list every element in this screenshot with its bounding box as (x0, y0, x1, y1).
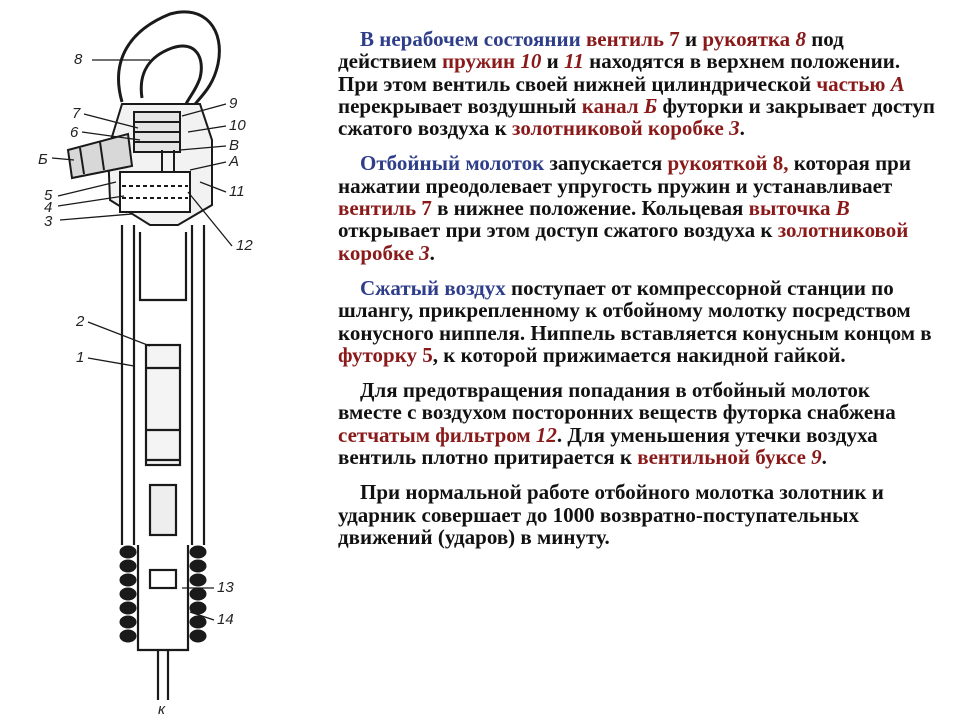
text-segment: 3 (419, 240, 430, 265)
label-7: 7 (72, 105, 81, 122)
label-v-groove: В (229, 137, 240, 154)
text-segment: сетчатым фильтром (338, 422, 536, 447)
text-segment: в нижнее положение. Кольцевая (431, 196, 749, 221)
text-segment: 12 (535, 422, 557, 447)
text-segment: 10 (520, 49, 542, 74)
text-segment: пружин (442, 49, 521, 74)
text-segment: рукояткой 8, (667, 151, 789, 176)
label-14: 14 (217, 611, 234, 628)
label-13: 13 (217, 579, 234, 596)
text-segment: В (835, 196, 850, 221)
label-6: 6 (70, 124, 79, 141)
text-segment: вентиль 7 (338, 196, 432, 221)
label-bottom: к (158, 701, 166, 718)
label-11: 11 (229, 183, 245, 200)
chisel-holder (138, 545, 188, 700)
label-a-part: А (229, 153, 240, 170)
label-b-channel: Б (38, 151, 48, 168)
handle (119, 12, 220, 112)
text-segment: и (679, 27, 703, 51)
text-segment: Для предотвращения попадания в отбойный молоток вместе с воздухом посторонних веществ футорка снабжена (338, 378, 896, 425)
paragraph-5 (338, 481, 938, 548)
label-5: 5 (44, 187, 53, 204)
jackhammer-diagram (0, 0, 300, 720)
text-segment: 3 (729, 116, 740, 141)
text-segment: золотниковой коробке (338, 218, 909, 265)
paragraph-4 (338, 379, 938, 468)
text-segment: В нерабочем состоянии (360, 27, 586, 51)
text-segment: Сжатый воздух (360, 275, 506, 300)
text-segment: . (821, 445, 827, 470)
text-segment: открывает при этом доступ сжатого воздуха к (338, 218, 778, 243)
barrel (122, 225, 204, 545)
text-segment: находятся в верхнем положении. При этом вентиль своей нижней цилиндрической (338, 49, 901, 96)
label-8: 8 (74, 51, 83, 68)
text-segment: вентильной буксе (637, 445, 812, 470)
label-2: 2 (76, 313, 85, 330)
text-segment: Б (643, 93, 658, 118)
paragraph-1 (338, 28, 938, 139)
text-segment: частью (816, 71, 891, 96)
text-segment: и (541, 49, 565, 74)
text-segment: 8 (795, 27, 806, 51)
label-9: 9 (229, 95, 238, 112)
text-segment: . Для уменьшения утечки воздуха вентиль плотно притирается к (338, 422, 878, 470)
text-segment: которая при нажатии преодолевает упругость пружин и устанавливает (338, 151, 911, 198)
text-segment: . (429, 240, 435, 265)
description-text (338, 28, 938, 561)
label-12: 12 (236, 237, 253, 254)
spring (121, 547, 205, 641)
label-3: 3 (44, 213, 53, 230)
text-segment: перекрывает воздушный (338, 93, 582, 118)
text-segment: Отбойный молоток (360, 151, 545, 176)
text-segment: канал (581, 93, 644, 118)
text-segment: запускается (544, 151, 668, 176)
text-segment: выточка (748, 196, 836, 221)
text-segment: . (739, 116, 745, 141)
text-segment: футорку 5 (338, 342, 433, 367)
text-segment: поступает от компрессорной станции по шлангу, прикрепленному к отбойному молотку посредством конусного ниппеля. Ниппель вставляется конусным концом в (338, 275, 932, 345)
text-segment: вентиль 7 (585, 27, 680, 51)
label-1: 1 (76, 349, 85, 366)
text-segment: , к которой прижимается накидной гайкой. (432, 342, 846, 367)
text-segment: под действием (338, 27, 844, 74)
text-segment: А (890, 71, 905, 96)
text-segment: рукоятка (702, 27, 796, 51)
label-4: 4 (44, 199, 53, 216)
label-10: 10 (229, 117, 246, 134)
text-segment: золотниковой коробке (512, 116, 730, 141)
paragraph-3 (338, 277, 938, 366)
text-segment: футорки и закрывает доступ сжатого воздуха к (338, 93, 935, 141)
text-segment: При нормальной работе отбойного молотка золотник и ударник совершает до 1000 возвратно-поступательных движений (ударов) в минуту. (338, 480, 884, 549)
text-segment: 9 (811, 445, 822, 470)
paragraph-2 (338, 152, 938, 263)
text-segment: 11 (564, 49, 584, 74)
